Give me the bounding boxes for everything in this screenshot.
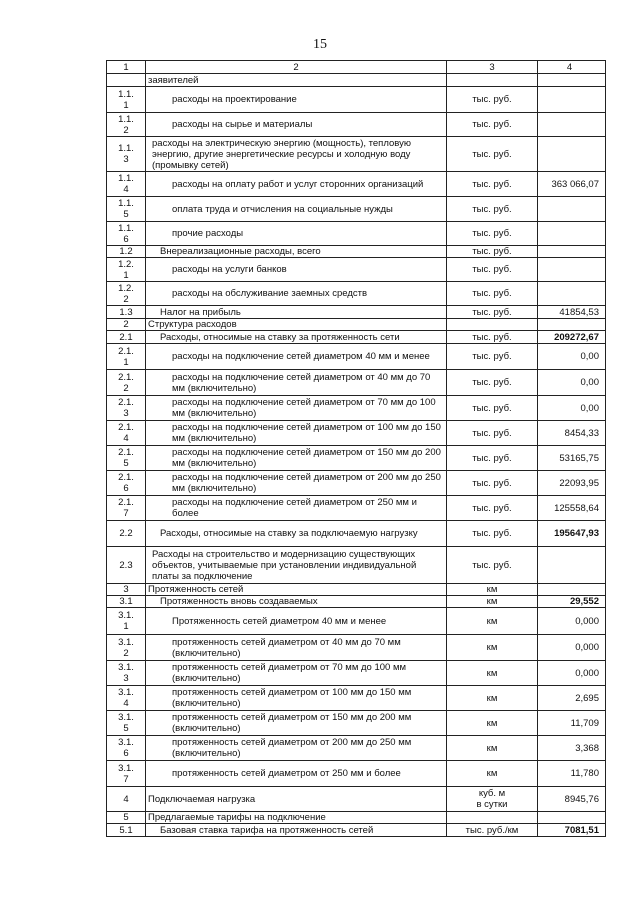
- row-value: 125558,64: [538, 496, 606, 521]
- row-value: 0,000: [538, 608, 606, 635]
- table-row: [107, 344, 606, 370]
- row-number: 3.1. 1: [107, 608, 146, 635]
- row-description: протяженность сетей диаметром от 150 мм до 200 мм (включительно): [146, 711, 447, 736]
- row-description: Налог на прибыль: [146, 306, 447, 319]
- table-row: [107, 824, 606, 837]
- table-row: [107, 258, 606, 282]
- row-unit: тыс. руб.: [447, 370, 538, 396]
- row-number: 2.1: [107, 331, 146, 344]
- row-value: 11,709: [538, 711, 606, 736]
- row-description: Расходы, относимые на ставку за протяженность сети: [146, 331, 447, 344]
- row-description: прочие расходы: [146, 222, 447, 246]
- header-col-2: 2: [146, 61, 447, 74]
- row-unit: тыс. руб./км: [447, 824, 538, 837]
- page-number: 15: [313, 37, 327, 52]
- row-description: расходы на подключение сетей диаметром от 40 мм до 70 мм (включительно): [146, 370, 447, 396]
- row-description: расходы на услуги банков: [146, 258, 447, 282]
- row-value: 2,695: [538, 686, 606, 711]
- row-value: [538, 584, 606, 596]
- row-value: [538, 258, 606, 282]
- row-number: 2.1. 7: [107, 496, 146, 521]
- row-description: протяженность сетей диаметром от 100 мм до 150 мм (включительно): [146, 686, 447, 711]
- row-number: 1.1. 3: [107, 137, 146, 172]
- row-value: 29,552: [538, 596, 606, 608]
- table-header-row: [107, 61, 606, 74]
- table-row: [107, 584, 606, 596]
- row-description: Внереализационные расходы, всего: [146, 246, 447, 258]
- row-value: 0,000: [538, 635, 606, 661]
- row-unit: [447, 319, 538, 331]
- row-value: 7081,51: [538, 824, 606, 837]
- header-col-1: 1: [107, 61, 146, 74]
- table-body: [107, 74, 606, 837]
- row-unit: тыс. руб.: [447, 137, 538, 172]
- table-row: [107, 331, 606, 344]
- row-value: 3,368: [538, 736, 606, 761]
- table-row: [107, 172, 606, 197]
- row-description: расходы на подключение сетей диаметром от 150 мм до 200 мм (включительно): [146, 446, 447, 471]
- row-unit: км: [447, 635, 538, 661]
- row-number: 1.2: [107, 246, 146, 258]
- row-value: [538, 87, 606, 113]
- row-number: 1.3: [107, 306, 146, 319]
- row-number: 1.1. 6: [107, 222, 146, 246]
- row-number: 5.1: [107, 824, 146, 837]
- row-value: [538, 113, 606, 137]
- row-unit: [447, 812, 538, 824]
- table-row: [107, 812, 606, 824]
- table-row: [107, 222, 606, 246]
- row-unit: тыс. руб.: [447, 87, 538, 113]
- row-description: расходы на проектирование: [146, 87, 447, 113]
- row-number: 1.2. 2: [107, 282, 146, 306]
- row-description: Базовая ставка тарифа на протяженность сетей: [146, 824, 447, 837]
- table-row: [107, 421, 606, 446]
- row-description: расходы на подключение сетей диаметром от 250 мм и более: [146, 496, 447, 521]
- row-description: расходы на электрическую энергию (мощность), тепловую энергию, другие энергетические ресурсы и холодную воду (промывку сетей): [146, 137, 447, 172]
- row-number: [107, 74, 146, 87]
- row-number: 3.1. 3: [107, 661, 146, 686]
- row-number: 5: [107, 812, 146, 824]
- row-unit: тыс. руб.: [447, 222, 538, 246]
- row-description: протяженность сетей диаметром от 70 мм до 100 мм (включительно): [146, 661, 447, 686]
- row-number: 3.1. 4: [107, 686, 146, 711]
- row-number: 2.2: [107, 521, 146, 547]
- row-value: [538, 137, 606, 172]
- row-value: 11,780: [538, 761, 606, 787]
- table-row: [107, 711, 606, 736]
- row-number: 3.1. 2: [107, 635, 146, 661]
- row-unit: тыс. руб.: [447, 421, 538, 446]
- row-value: 363 066,07: [538, 172, 606, 197]
- row-number: 2.1. 4: [107, 421, 146, 446]
- row-unit: тыс. руб.: [447, 521, 538, 547]
- row-value: 22093,95: [538, 471, 606, 496]
- row-value: 0,000: [538, 661, 606, 686]
- table-row: [107, 608, 606, 635]
- table-row: [107, 761, 606, 787]
- row-unit: тыс. руб.: [447, 496, 538, 521]
- row-unit: км: [447, 584, 538, 596]
- row-value: 0,00: [538, 344, 606, 370]
- table-row: [107, 137, 606, 172]
- header-col-3: 3: [447, 61, 538, 74]
- table-row: [107, 246, 606, 258]
- row-number: 1.1. 5: [107, 197, 146, 222]
- row-unit: км: [447, 596, 538, 608]
- row-number: 2.1. 2: [107, 370, 146, 396]
- row-number: 2.1. 6: [107, 471, 146, 496]
- row-description: расходы на обслуживание заемных средств: [146, 282, 447, 306]
- table-row: [107, 446, 606, 471]
- row-value: 0,00: [538, 396, 606, 421]
- row-description: оплата труда и отчисления на социальные нужды: [146, 197, 447, 222]
- row-number: 2.1. 1: [107, 344, 146, 370]
- table-row: [107, 396, 606, 421]
- row-value: [538, 319, 606, 331]
- row-number: 2.1. 5: [107, 446, 146, 471]
- row-value: 0,00: [538, 370, 606, 396]
- table-row: [107, 736, 606, 761]
- row-unit: км: [447, 711, 538, 736]
- row-unit: км: [447, 761, 538, 787]
- row-unit: тыс. руб.: [447, 197, 538, 222]
- table-row: [107, 661, 606, 686]
- table-row: [107, 370, 606, 396]
- row-unit: км: [447, 608, 538, 635]
- row-description: Протяженность сетей: [146, 584, 447, 596]
- table-row: [107, 547, 606, 584]
- row-value: [538, 282, 606, 306]
- row-unit: тыс. руб.: [447, 258, 538, 282]
- row-description: расходы на подключение сетей диаметром от 70 мм до 100 мм (включительно): [146, 396, 447, 421]
- row-description: Протяженность сетей диаметром 40 мм и менее: [146, 608, 447, 635]
- table-row: [107, 686, 606, 711]
- row-unit: тыс. руб.: [447, 246, 538, 258]
- tariff-table: [106, 60, 606, 837]
- row-unit: тыс. руб.: [447, 113, 538, 137]
- row-value: 195647,93: [538, 521, 606, 547]
- row-unit: тыс. руб.: [447, 344, 538, 370]
- row-unit: тыс. руб.: [447, 547, 538, 584]
- row-number: 2.3: [107, 547, 146, 584]
- table-row: [107, 635, 606, 661]
- row-description: протяженность сетей диаметром от 250 мм и более: [146, 761, 447, 787]
- row-value: 8454,33: [538, 421, 606, 446]
- row-number: 1.1. 2: [107, 113, 146, 137]
- table-row: [107, 596, 606, 608]
- table-row: [107, 113, 606, 137]
- row-value: [538, 246, 606, 258]
- row-description: Протяженность вновь создаваемых: [146, 596, 447, 608]
- row-value: 209272,67: [538, 331, 606, 344]
- row-value: [538, 222, 606, 246]
- row-unit: тыс. руб.: [447, 471, 538, 496]
- row-unit: тыс. руб.: [447, 331, 538, 344]
- table-row: [107, 306, 606, 319]
- row-number: 1.1. 4: [107, 172, 146, 197]
- row-unit: км: [447, 686, 538, 711]
- row-description: Расходы на строительство и модернизацию существующих объектов, учитываемые при установлении индивидуальной платы за подключение: [146, 547, 447, 584]
- row-number: 3.1: [107, 596, 146, 608]
- table-row: [107, 282, 606, 306]
- table-row: [107, 521, 606, 547]
- table-row: [107, 74, 606, 87]
- row-value: 53165,75: [538, 446, 606, 471]
- row-number: 3.1. 5: [107, 711, 146, 736]
- row-unit: тыс. руб.: [447, 396, 538, 421]
- row-description: расходы на подключение сетей диаметром 40 мм и менее: [146, 344, 447, 370]
- row-unit: куб. м в сутки: [447, 787, 538, 812]
- row-unit: тыс. руб.: [447, 172, 538, 197]
- row-description: протяженность сетей диаметром от 200 мм до 250 мм (включительно): [146, 736, 447, 761]
- row-unit: тыс. руб.: [447, 446, 538, 471]
- row-description: расходы на сырье и материалы: [146, 113, 447, 137]
- row-description: Подключаемая нагрузка: [146, 787, 447, 812]
- row-number: 1.1. 1: [107, 87, 146, 113]
- row-value: 8945,76: [538, 787, 606, 812]
- row-number: 4: [107, 787, 146, 812]
- row-description: Расходы, относимые на ставку за подключаемую нагрузку: [146, 521, 447, 547]
- row-description: расходы на подключение сетей диаметром от 200 мм до 250 мм (включительно): [146, 471, 447, 496]
- row-description: Предлагаемые тарифы на подключение: [146, 812, 447, 824]
- row-description: расходы на подключение сетей диаметром от 100 мм до 150 мм (включительно): [146, 421, 447, 446]
- table-row: [107, 197, 606, 222]
- table-row: [107, 471, 606, 496]
- row-description: Структура расходов: [146, 319, 447, 331]
- row-number: 3.1. 7: [107, 761, 146, 787]
- row-description: расходы на оплату работ и услуг сторонних организаций: [146, 172, 447, 197]
- row-value: [538, 812, 606, 824]
- table-row: [107, 87, 606, 113]
- row-unit: км: [447, 661, 538, 686]
- table-row: [107, 787, 606, 812]
- row-unit: тыс. руб.: [447, 306, 538, 319]
- row-number: 2: [107, 319, 146, 331]
- row-value: [538, 74, 606, 87]
- table-row: [107, 496, 606, 521]
- row-description: заявителей: [146, 74, 447, 87]
- row-unit: км: [447, 736, 538, 761]
- row-number: 1.2. 1: [107, 258, 146, 282]
- row-value: [538, 547, 606, 584]
- row-number: 3.1. 6: [107, 736, 146, 761]
- row-unit: тыс. руб.: [447, 282, 538, 306]
- row-description: протяженность сетей диаметром от 40 мм до 70 мм (включительно): [146, 635, 447, 661]
- row-number: 3: [107, 584, 146, 596]
- row-value: [538, 197, 606, 222]
- header-col-4: 4: [538, 61, 606, 74]
- row-unit: [447, 74, 538, 87]
- table-row: [107, 319, 606, 331]
- row-number: 2.1. 3: [107, 396, 146, 421]
- row-value: 41854,53: [538, 306, 606, 319]
